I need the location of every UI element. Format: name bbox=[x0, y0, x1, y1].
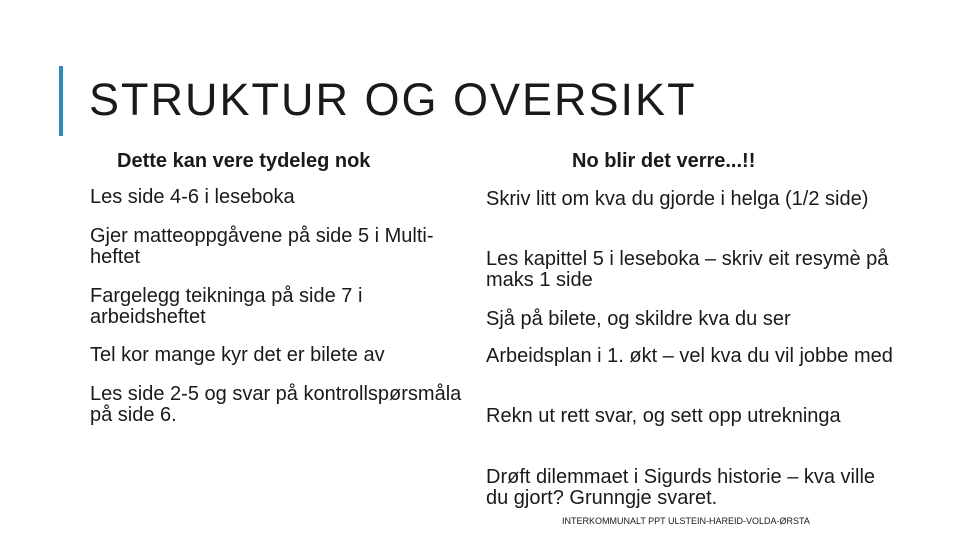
right-list-item: Sjå på bilete, og skildre kva du ser bbox=[486, 308, 791, 330]
left-list-item: Les side 2-5 og svar på kontrollspørsmåla på side 6. bbox=[90, 383, 462, 426]
left-list-item: Gjer matteoppgåvene på side 5 i Multi-heftet bbox=[90, 225, 434, 268]
slide-title: STRUKTUR OG OVERSIKT bbox=[89, 74, 697, 125]
footer-text: INTERKOMMUNALT PPT ULSTEIN-HAREID-VOLDA-ØRSTA bbox=[562, 516, 810, 526]
left-list-item: Tel kor mange kyr det er bilete av bbox=[90, 344, 385, 366]
right-list-item: Les kapittel 5 i leseboka – skriv eit resymè på maks 1 side bbox=[486, 248, 889, 291]
right-list-item: Drøft dilemmaet i Sigurds historie – kva ville du gjort? Grunngje svaret. bbox=[486, 466, 876, 509]
left-list-item: Les side 4-6 i leseboka bbox=[90, 186, 295, 208]
title-accent-bar bbox=[59, 66, 63, 136]
right-list-item: Arbeidsplan i 1. økt – vel kva du vil jobbe med bbox=[486, 345, 893, 367]
right-list-item: Skriv litt om kva du gjorde i helga (1/2 side) bbox=[486, 188, 869, 210]
right-column-heading: No blir det verre...!! bbox=[572, 150, 756, 172]
left-column-heading: Dette kan vere tydeleg nok bbox=[117, 150, 371, 172]
right-list-item: Rekn ut rett svar, og sett opp utrekninga bbox=[486, 405, 841, 427]
left-list-item: Fargelegg teikninga på side 7 i arbeidsheftet bbox=[90, 285, 363, 328]
